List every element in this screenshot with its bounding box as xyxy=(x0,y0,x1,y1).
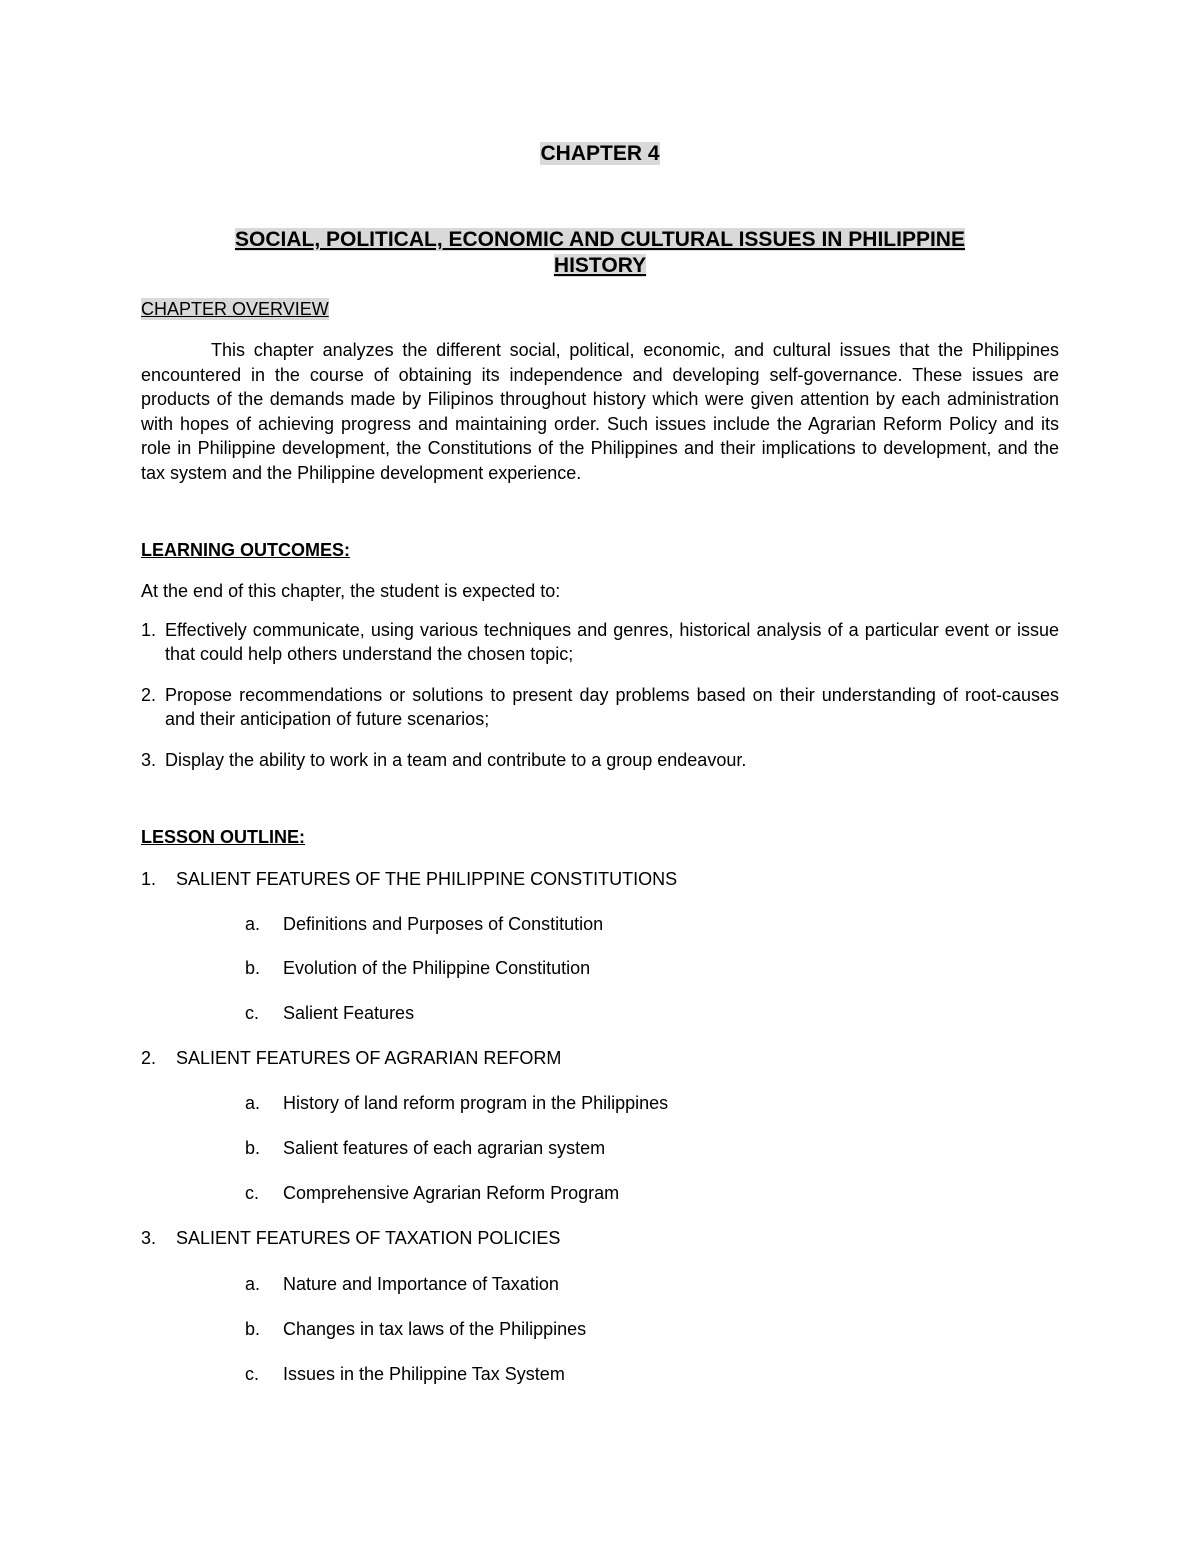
outcome-text: Display the ability to work in a team and contribute to a group endeavour. xyxy=(165,750,747,770)
chapter-title xyxy=(150,227,1050,279)
subtopic-text: History of land reform program in the Philippines xyxy=(283,1093,669,1113)
subtopic-letter: a. xyxy=(245,914,261,934)
learning-outcomes-heading: LEARNING OUTCOMES: xyxy=(141,540,350,560)
subtopic-letter: b. xyxy=(245,1138,261,1158)
topic-title: SALIENT FEATURES OF THE PHILIPPINE CONSTITUTIONS xyxy=(176,869,678,889)
topic-title: SALIENT FEATURES OF TAXATION POLICIES xyxy=(176,1228,561,1248)
outline-topic xyxy=(141,868,677,890)
outline-topic xyxy=(141,1227,560,1249)
subtopic-letter: c. xyxy=(245,1003,260,1023)
subtopic-text: Comprehensive Agrarian Reform Program xyxy=(283,1183,620,1203)
subtopic-text: Issues in the Philippine Tax System xyxy=(283,1364,565,1384)
chapter-label xyxy=(0,141,1200,167)
overview-heading: CHAPTER OVERVIEW xyxy=(141,299,329,319)
learning-outcome-item xyxy=(141,618,1059,666)
outline-subtopic xyxy=(245,1092,668,1114)
chapter-title-line-1: SOCIAL, POLITICAL, ECONOMIC AND CULTURAL ISSUES IN PHILIPPINE xyxy=(235,228,965,251)
lesson-outline-heading: LESSON OUTLINE: xyxy=(141,827,306,847)
subtopic-letter: b. xyxy=(245,1319,261,1339)
outline-subtopic xyxy=(245,913,603,935)
subtopic-text: Salient Features xyxy=(283,1003,415,1023)
outcome-number: 2. xyxy=(141,685,157,705)
outline-subtopic xyxy=(245,1273,559,1295)
topic-number: 3. xyxy=(141,1228,157,1248)
topic-number: 2. xyxy=(141,1048,157,1068)
chapter-label-text: CHAPTER 4 xyxy=(540,142,660,165)
topic-title: SALIENT FEATURES OF AGRARIAN REFORM xyxy=(176,1048,562,1068)
learning-outcomes-intro: At the end of this chapter, the student is expected to: xyxy=(141,581,561,601)
subtopic-letter: a. xyxy=(245,1093,261,1113)
learning-outcome-item xyxy=(141,748,1059,772)
outcome-number: 1. xyxy=(141,620,157,640)
outcome-text: Effectively communicate, using various techniques and genres, historical analysis of a particular event or issue that could help others understand the chosen topic; xyxy=(165,620,1059,664)
subtopic-text: Salient features of each agrarian system xyxy=(283,1138,606,1158)
subtopic-text: Changes in tax laws of the Philippines xyxy=(283,1319,587,1339)
outline-subtopic xyxy=(245,1318,586,1340)
outcome-text: Propose recommendations or solutions to present day problems based on their understanding of root-causes and their anticipation of future scenarios; xyxy=(165,685,1059,729)
outline-subtopic xyxy=(245,1137,605,1159)
subtopic-text: Definitions and Purposes of Constitution xyxy=(283,914,604,934)
outline-subtopic xyxy=(245,1182,619,1204)
subtopic-letter: c. xyxy=(245,1364,260,1384)
subtopic-text: Evolution of the Philippine Constitution xyxy=(283,958,591,978)
outline-topic xyxy=(141,1047,561,1069)
subtopic-letter: c. xyxy=(245,1183,260,1203)
subtopic-letter: b. xyxy=(245,958,261,978)
subtopic-text: Nature and Importance of Taxation xyxy=(283,1274,559,1294)
subtopic-letter: a. xyxy=(245,1274,261,1294)
outline-subtopic xyxy=(245,957,590,979)
chapter-title-line-2: HISTORY xyxy=(553,254,647,277)
outcome-number: 3. xyxy=(141,750,157,770)
topic-number: 1. xyxy=(141,869,157,889)
outline-subtopic xyxy=(245,1363,565,1385)
outline-subtopic xyxy=(245,1002,414,1024)
learning-outcome-item xyxy=(141,683,1059,731)
overview-paragraph: This chapter analyzes the different social, political, economic, and cultural issues that the Philippines encountered in the course of obtaining its independence and developing self-governance. These issues are products of the demands made by Filipinos throughout history which were given attention by each administration with hopes of achieving progress and maintaining order. Such issues include the Agrarian Reform Policy and its role in Philippine development, the Constitutions of the Philippines and their implications to development, and the tax system and the Philippine development experience. xyxy=(141,340,1059,483)
